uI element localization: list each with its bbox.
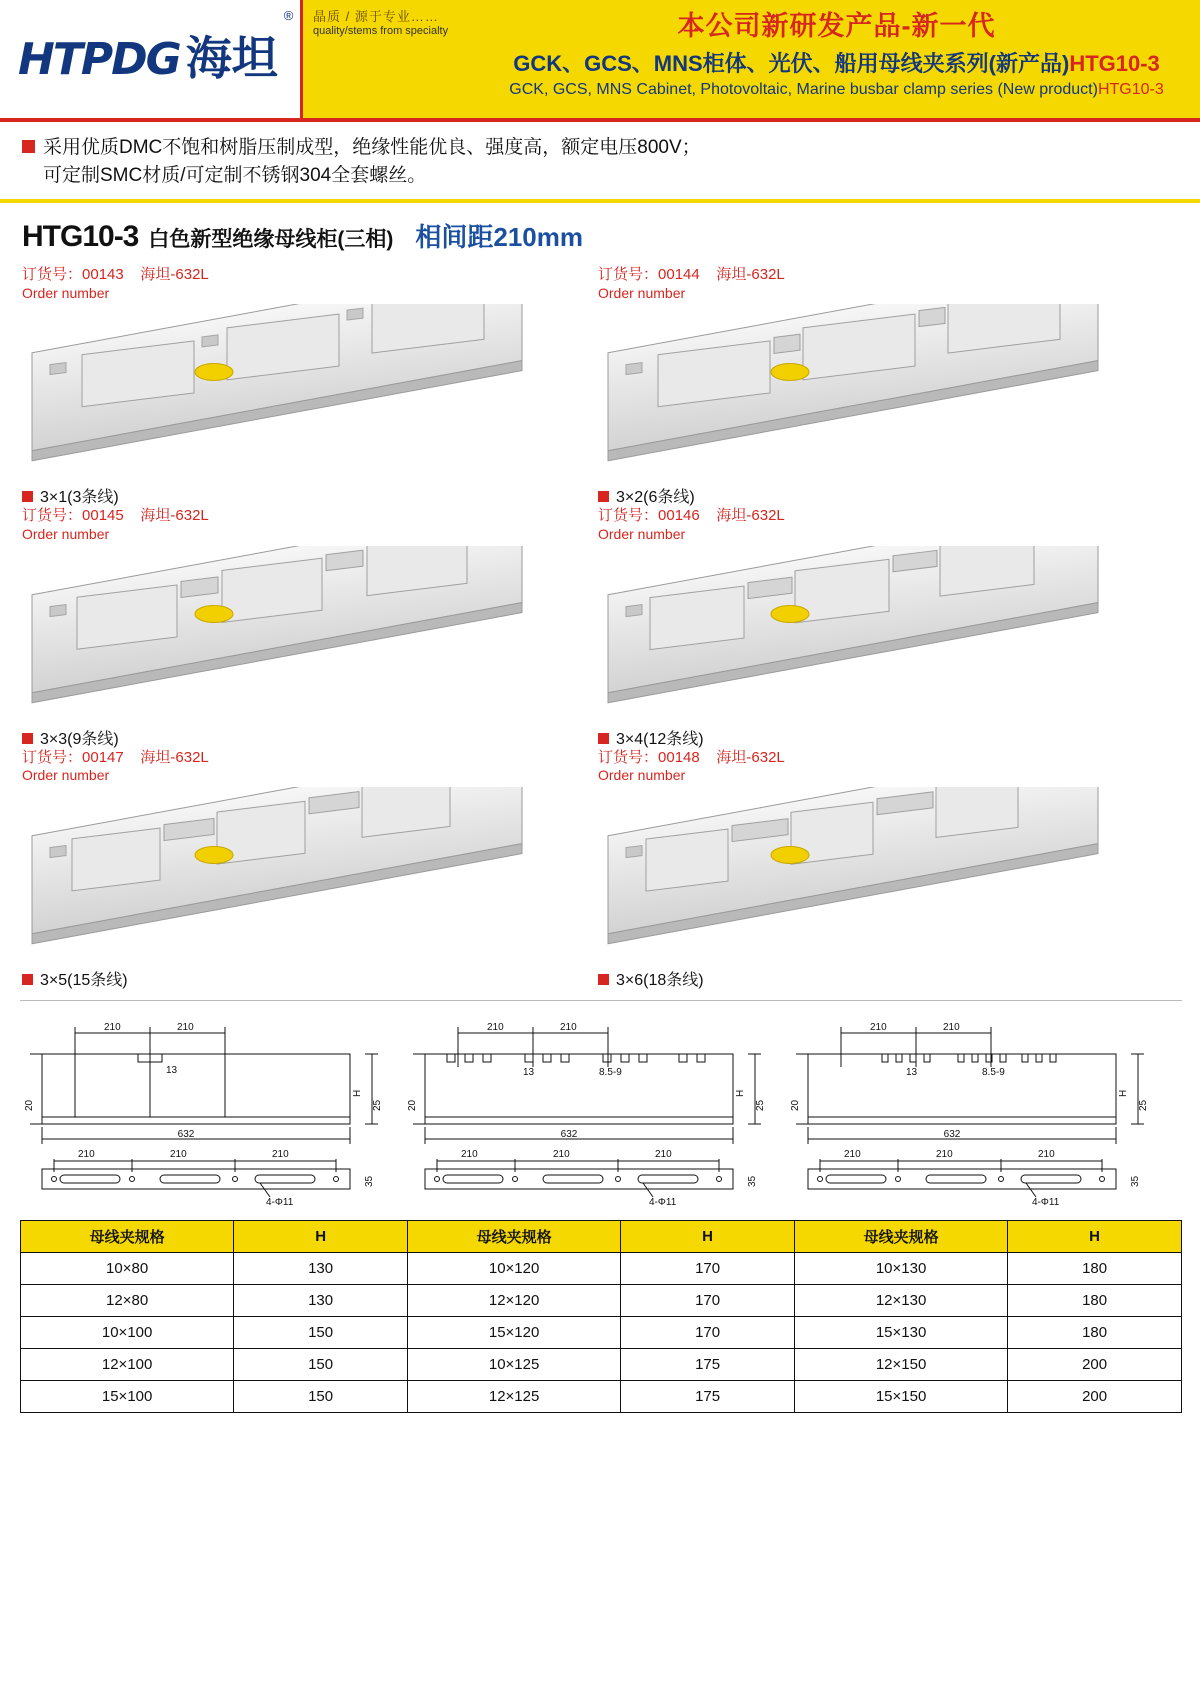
dimension-drawing-1 — [20, 1009, 403, 1214]
dim-bottom-3: 210 — [1038, 1148, 1055, 1160]
cell-h: 170 — [621, 1252, 795, 1284]
dim-inner-1: 13 — [906, 1066, 918, 1078]
logo-chinese-text: 海坦 — [185, 31, 278, 86]
clamp-drawing — [22, 787, 542, 962]
order-label-en: Order number — [598, 526, 686, 543]
dimension-svg-2 — [403, 1009, 778, 1209]
order-number: 00146 — [658, 507, 700, 525]
clamp-drawing — [22, 304, 542, 479]
header-line-3-code: HTG10-3 — [1097, 81, 1164, 98]
dim-bottom-3: 210 — [272, 1148, 289, 1160]
cell-h: 180 — [1008, 1252, 1182, 1284]
dimension-svg-3 — [786, 1009, 1161, 1209]
order-info — [22, 749, 598, 785]
product-image-00145 — [22, 546, 598, 724]
cell-spec: 12×125 — [407, 1380, 620, 1412]
clamp-drawing — [598, 787, 1118, 962]
dim-left: 20 — [790, 1099, 801, 1111]
order-label: 订货号： — [22, 748, 83, 766]
dim-height: H — [352, 1089, 363, 1097]
order-number: 00144 — [658, 266, 700, 284]
header-line-3-en: GCK, GCS, MNS Cabinet, Photovoltaic, Marine busbar clamp series (New product) — [509, 81, 1098, 98]
cell-h: 170 — [621, 1284, 795, 1316]
bullet-square-icon — [22, 974, 33, 985]
dim-top-2: 210 — [560, 1021, 577, 1033]
dim-thickness: 35 — [1130, 1175, 1141, 1187]
description-line-2: 可定制SMC材质/可定制不锈钢304全套螺丝。 — [43, 164, 427, 186]
cell-h: 150 — [234, 1380, 408, 1412]
table-row — [21, 1348, 1182, 1380]
order-info — [598, 507, 1174, 543]
dim-inner-1: 13 — [523, 1066, 535, 1078]
cell-h: 170 — [621, 1316, 795, 1348]
cell-h: 200 — [1008, 1348, 1182, 1380]
product-image-00147 — [22, 787, 598, 965]
header-main-text — [473, 0, 1200, 118]
product-caption-00143 — [22, 484, 598, 507]
table-header-row — [21, 1220, 1182, 1252]
dim-height: H — [1118, 1089, 1129, 1097]
product-row — [22, 749, 1182, 990]
quality-slogan — [303, 0, 473, 118]
cell-spec: 12×100 — [21, 1348, 234, 1380]
dim-holes: 4-Φ11 — [266, 1196, 294, 1208]
model-code: 海坦-632L — [140, 748, 209, 766]
order-label: 订货号： — [598, 507, 659, 525]
caption-text: 3×2(6条线) — [616, 489, 695, 507]
dimension-drawing-3 — [786, 1009, 1169, 1214]
quality-slogan-en: quality/stems from specialty — [313, 25, 449, 37]
table-header-spec-3: 母线夹规格 — [794, 1220, 1007, 1252]
cell-h: 150 — [234, 1316, 408, 1348]
cell-spec: 10×130 — [794, 1252, 1007, 1284]
cell-spec: 10×125 — [407, 1348, 620, 1380]
bullet-square-icon — [598, 974, 609, 985]
product-caption-00147 — [22, 967, 598, 990]
dim-right: 25 — [755, 1099, 766, 1111]
product-card-00146 — [598, 507, 1174, 748]
spec-table-wrapper — [0, 1214, 1200, 1413]
table-header-h-3: H — [1008, 1220, 1182, 1252]
model-code: 海坦-632L — [716, 507, 785, 525]
order-label-en: Order number — [22, 526, 110, 543]
product-caption-00145 — [22, 726, 598, 749]
brand-logo — [0, 0, 300, 118]
order-label: 订货号： — [22, 507, 83, 525]
header-line-3 — [473, 81, 1200, 99]
product-image-00146 — [598, 546, 1174, 724]
dim-holes: 4-Φ11 — [1032, 1196, 1060, 1208]
description-line-1-text: 采用优质DMC不饱和树脂压制成型，绝缘性能优良、强度高，额定电压800V； — [43, 137, 701, 158]
order-number: 00148 — [658, 748, 700, 766]
section-title — [0, 203, 1200, 260]
dim-holes: 4-Φ11 — [649, 1196, 677, 1208]
order-label: 订货号： — [598, 266, 659, 284]
dimension-drawing-2 — [403, 1009, 786, 1214]
clamp-drawing — [598, 304, 1118, 479]
cell-spec: 10×100 — [21, 1316, 234, 1348]
header-line-2-cn: GCK、GCS、MNS柜体、光伏、船用母线夹系列(新产品) — [513, 51, 1070, 76]
dim-height: H — [735, 1089, 746, 1097]
dim-top-1: 210 — [104, 1021, 121, 1033]
order-label-en: Order number — [598, 767, 686, 784]
order-label: 订货号： — [598, 748, 659, 766]
order-label: 订货号： — [22, 266, 83, 284]
cell-spec: 10×80 — [21, 1252, 234, 1284]
dim-bottom-3: 210 — [655, 1148, 672, 1160]
cell-spec: 12×130 — [794, 1284, 1007, 1316]
cell-h: 175 — [621, 1348, 795, 1380]
brand-sticker-icon — [771, 364, 809, 381]
cell-h: 130 — [234, 1252, 408, 1284]
dim-top-1: 210 — [487, 1021, 504, 1033]
brand-sticker-icon — [195, 364, 233, 381]
cell-h: 200 — [1008, 1380, 1182, 1412]
product-caption-00148 — [598, 967, 1174, 990]
product-caption-00146 — [598, 726, 1174, 749]
header-line-1: 本公司新研发产品-新一代 — [677, 11, 996, 41]
dim-bottom-1: 210 — [844, 1148, 861, 1160]
dim-bottom-2: 210 — [553, 1148, 570, 1160]
table-header-h-2: H — [621, 1220, 795, 1252]
cell-spec: 15×150 — [794, 1380, 1007, 1412]
caption-text: 3×3(9条线) — [40, 730, 119, 748]
product-card-00143 — [22, 266, 598, 507]
dim-length: 632 — [560, 1128, 578, 1140]
order-label-en: Order number — [598, 284, 686, 301]
product-grid — [0, 260, 1200, 990]
table-header-spec-2: 母线夹规格 — [407, 1220, 620, 1252]
dim-thickness: 35 — [747, 1175, 758, 1187]
bullet-square-icon — [598, 733, 609, 744]
order-info — [598, 266, 1174, 302]
description-line-1 — [22, 134, 1180, 162]
dim-top-2: 210 — [943, 1021, 960, 1033]
bullet-square-icon — [22, 491, 33, 502]
dim-left: 20 — [407, 1099, 418, 1111]
product-row — [22, 507, 1182, 748]
table-header-h-1: H — [234, 1220, 408, 1252]
product-row — [22, 266, 1182, 507]
caption-text: 3×6(18条线) — [616, 971, 704, 989]
order-number: 00147 — [82, 748, 124, 766]
model-code: 海坦-632L — [716, 748, 785, 766]
page-header — [0, 0, 1200, 122]
order-info — [22, 266, 598, 302]
dim-left: 20 — [24, 1099, 35, 1111]
cell-spec: 15×130 — [794, 1316, 1007, 1348]
product-card-00145 — [22, 507, 598, 748]
model-code: 海坦-632L — [140, 266, 209, 284]
table-header-spec-1: 母线夹规格 — [21, 1220, 234, 1252]
product-card-00144 — [598, 266, 1174, 507]
order-number: 00143 — [82, 266, 124, 284]
spec-table — [20, 1220, 1182, 1413]
header-banner — [300, 0, 1200, 118]
table-row — [21, 1316, 1182, 1348]
header-line-2-code: HTG10-3 — [1069, 51, 1160, 76]
dimension-drawings — [20, 1000, 1182, 1214]
dim-thickness: 35 — [364, 1175, 375, 1187]
order-number: 00145 — [82, 507, 124, 525]
brand-sticker-icon — [771, 846, 809, 863]
model-code: 海坦-632L — [140, 507, 209, 525]
quality-slogan-cn: 晶质 / 源于专业…… — [313, 9, 439, 24]
dimension-svg-1 — [20, 1009, 395, 1209]
page-subtitle: 白色新型绝缘母线柜(三相) — [148, 228, 394, 252]
bullet-square-icon — [598, 491, 609, 502]
product-image-00143 — [22, 304, 598, 482]
registered-trademark-icon: ® — [283, 8, 294, 23]
cell-h: 175 — [621, 1380, 795, 1412]
dim-length: 632 — [943, 1128, 961, 1140]
cell-spec: 15×120 — [407, 1316, 620, 1348]
product-image-00148 — [598, 787, 1174, 965]
dim-bottom-2: 210 — [170, 1148, 187, 1160]
cell-h: 180 — [1008, 1284, 1182, 1316]
cell-h: 180 — [1008, 1316, 1182, 1348]
model-code: 海坦-632L — [716, 266, 785, 284]
caption-text: 3×1(3条线) — [40, 489, 119, 507]
cell-spec: 12×150 — [794, 1348, 1007, 1380]
product-description — [0, 122, 1200, 203]
cell-h: 130 — [234, 1284, 408, 1316]
order-label-en: Order number — [22, 284, 110, 301]
clamp-drawing — [22, 546, 542, 721]
cell-spec: 10×120 — [407, 1252, 620, 1284]
order-info — [598, 749, 1174, 785]
cell-spec: 15×100 — [21, 1380, 234, 1412]
cell-spec: 12×120 — [407, 1284, 620, 1316]
dim-bottom-1: 210 — [461, 1148, 478, 1160]
order-info — [22, 507, 598, 543]
header-line-2 — [473, 47, 1200, 78]
table-row — [21, 1380, 1182, 1412]
brand-sticker-icon — [195, 605, 233, 622]
caption-text: 3×4(12条线) — [616, 730, 704, 748]
dim-bottom-2: 210 — [936, 1148, 953, 1160]
product-image-00144 — [598, 304, 1174, 482]
bullet-square-icon — [22, 733, 33, 744]
caption-text: 3×5(15条线) — [40, 971, 128, 989]
dim-inner-2: 8.5-9 — [982, 1066, 1005, 1078]
clamp-drawing — [598, 546, 1118, 721]
cell-h: 150 — [234, 1348, 408, 1380]
order-label-en: Order number — [22, 767, 110, 784]
brand-sticker-icon — [195, 846, 233, 863]
table-row — [21, 1284, 1182, 1316]
product-card-00148 — [598, 749, 1174, 990]
logo-latin-text: HTPDG — [18, 33, 180, 85]
dim-inner-1: 13 — [166, 1064, 178, 1076]
dim-length: 632 — [177, 1128, 195, 1140]
product-caption-00144 — [598, 484, 1174, 507]
dim-top-2: 210 — [177, 1021, 194, 1033]
dim-bottom-1: 210 — [78, 1148, 95, 1160]
dim-right: 25 — [1138, 1099, 1149, 1111]
dim-right: 25 — [372, 1099, 383, 1111]
brand-sticker-icon — [771, 605, 809, 622]
dim-top-1: 210 — [870, 1021, 887, 1033]
dim-inner-2: 8.5-9 — [599, 1066, 622, 1078]
page-title: HTG10-3 — [22, 220, 139, 254]
product-card-00147 — [22, 749, 598, 990]
phase-spacing-label: 相间距210mm — [415, 222, 583, 253]
cell-spec: 12×80 — [21, 1284, 234, 1316]
bullet-square-icon — [22, 140, 35, 153]
table-row — [21, 1252, 1182, 1284]
